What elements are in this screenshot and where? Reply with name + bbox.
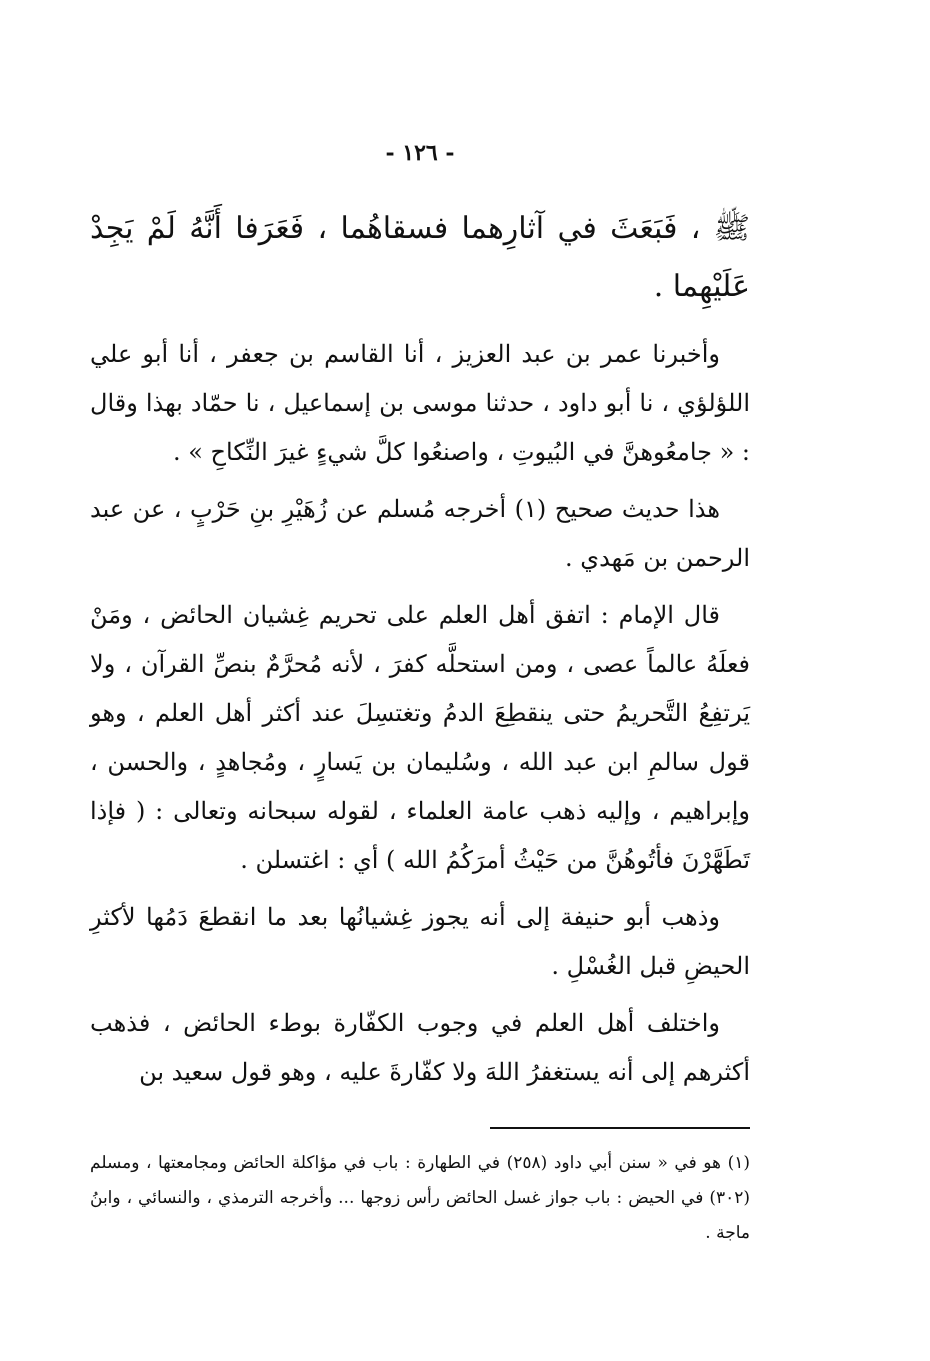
paragraph-hadith-grade: هذا حديث صحيح (١) أخرجه مُسلم عن زُهَيْرِ بنِ حَرْبٍ ، عن عبد الرحمن بن مَهدي . (90, 495, 750, 572)
footnote-divider (490, 1127, 750, 1129)
footnote-1: (١) هو في « سنن أبي داود (٢٥٨) في الطهارة : باب في مؤاكلة الحائض ومجامعتها ، ومسلم (٣٠٢) في الحيض : باب جواز غسل الحائض رأس زوجها ... وأخرجه الترمذي ، والنسائي ، وابنُ ماجة . (90, 1153, 750, 1243)
paragraph-kaffara: واختلف أهل العلم في وجوب الكفّارة بوطء الحائض ، فذهب أكثرهم إلى أنه يستغفرُ اللهَ ولا كفّارةَ عليه ، وهو قول سعيد بن (90, 1009, 750, 1086)
paragraph-isnad: وأخبرنا عمر بن عبد العزيز ، أنا القاسم بن جعفر ، أنا أبو علي اللؤلؤي ، نا أبو داود ، حدثنا موسى بن إسماعيل ، نا حمّاد بهذا وقال : « جامعُوهنَّ في البُيوتِ ، واصنعُوا كلَّ شيءٍ غيرَ النِّكاحِ » . (90, 340, 750, 466)
document-page (90, 0, 750, 1361)
page-number: - ١٢٦ - (385, 140, 455, 166)
main-text (90, 200, 750, 1105)
paragraph-abu-hanifa: وذهب أبو حنيفة إلى أنه يجوز غِشيانُها بعد ما انقطعَ دَمُها لأكثرِ الحيضِ قبل الغُسْلِ . (90, 903, 750, 980)
paragraph-imam-statement: قال الإمام : اتفق أهل العلم على تحريم غِشيان الحائض ، ومَنْ فعلَهُ عالماً عصى ، ومن استحلَّه كفرَ ، لأنه مُحرَّمٌ بنصِّ القرآن ، ولا يَرتفِعُ التَّحريمُ حتى ينقطِعَ الدمُ وتغتسِلَ عند أكثر أهل العلم ، وهو قول سالمِ ابن عبد الله ، وسُليمان بن يَسارٍ ، ومُجاهدٍ ، والحسن ، وإبراهيم ، وإليه ذهب عامة العلماء ، لقوله سبحانه وتعالى : ( فإذا تَطَهَّرْنَ فأتُوهُنَّ من حَيْثُ أمرَكُمُ الله ) أي : اغتسلن . (90, 601, 750, 874)
footnotes (90, 1146, 750, 1251)
paragraph-continuation: ﷺ ، فَبَعَثَ في آثارِهما فسقاهُما ، فَعَرَفا أَنَّهُ لَمْ يَجِدْ عَلَيْهِما . (90, 211, 750, 304)
